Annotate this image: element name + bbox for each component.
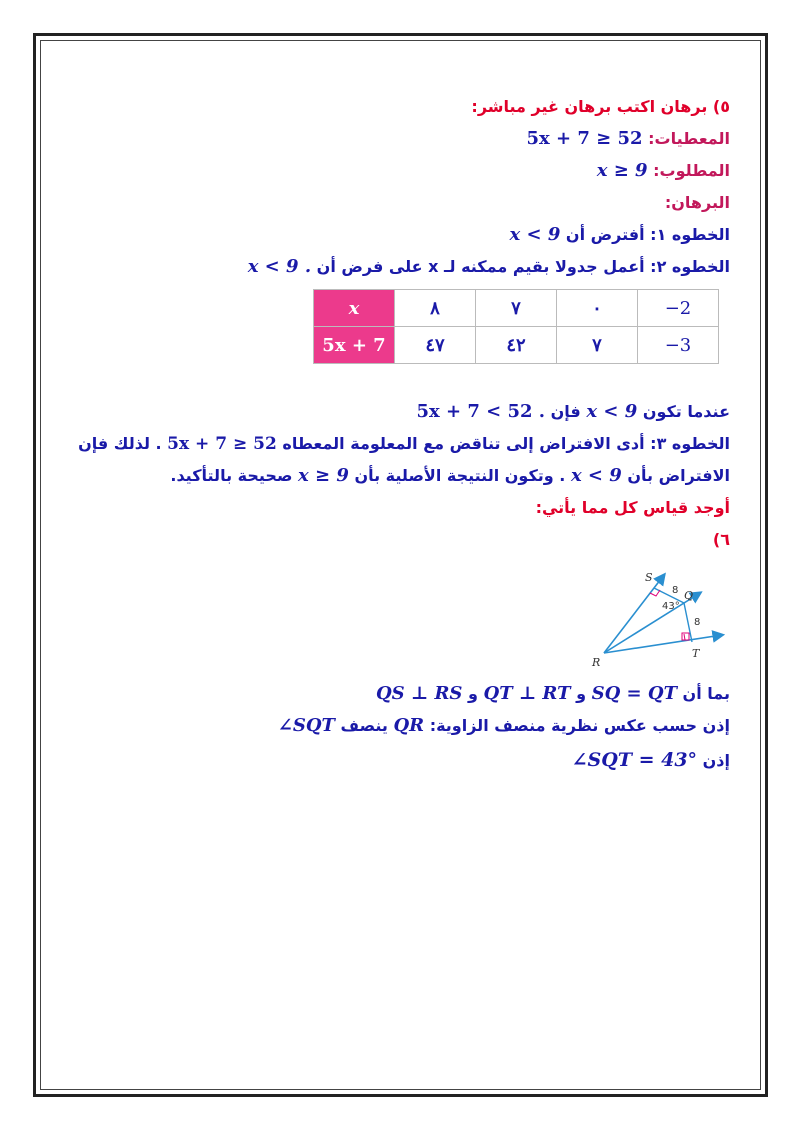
when-expression-2: 5x + 7 < 52 . (416, 401, 546, 422)
bisector-mid: ينصف (340, 716, 388, 735)
conclusion-part-b: . وتكون النتيجة الأصلية بأن (354, 466, 566, 485)
given-line (527, 127, 731, 151)
when-expression-1: x < 9 (586, 401, 638, 422)
prove-expression: x ≥ 9 (596, 160, 648, 181)
step-2-expression: x < 9 . (247, 256, 312, 277)
step-3-expression: 5x + 7 ≥ 52 (167, 434, 277, 454)
when-then: فإن (550, 402, 581, 421)
and-word-1: و (576, 684, 587, 703)
conclusion-line (170, 464, 730, 488)
conclusion-part-a: الافتراض بأن (627, 466, 730, 485)
table-cell: ٠ (557, 290, 638, 327)
final-expression: ∠SQT = 43° (571, 749, 698, 771)
table-cell: −2 (638, 290, 719, 327)
table-row-label-x: x (314, 290, 395, 327)
when-text: عندما تكون (642, 402, 730, 421)
and-word-2: و (468, 684, 478, 703)
conclusion-expression-1: x < 9 (570, 465, 622, 486)
ray-rs (604, 575, 664, 653)
problem-5-title: ٥) برهان اكتب برهان غير مباشر: (471, 97, 730, 116)
label-angle-43: 43° (662, 601, 680, 612)
when-line (416, 400, 730, 424)
table-row (314, 327, 719, 364)
angle-bisector-diagram (590, 563, 740, 673)
problem-6-number: ٦) (712, 530, 730, 549)
step-1-line (509, 223, 730, 247)
step-2-line (248, 255, 730, 279)
ray-rq (604, 593, 700, 653)
prove-label: المطلوب: (653, 161, 730, 180)
right-angle-mark-t (684, 634, 685, 640)
table-cell: −3 (638, 327, 719, 364)
step-3-tail: . لذلك فإن (78, 434, 162, 453)
label-t: T (692, 647, 700, 660)
step-1-expression: x < 9 (509, 224, 561, 245)
given-label: المعطيات: (648, 129, 730, 148)
values-table (313, 289, 719, 364)
table-cell: ٤٢ (476, 327, 557, 364)
given-expression: 5x + 7 ≥ 52 (526, 128, 643, 149)
label-r: R (592, 656, 601, 669)
segment-qt (684, 603, 692, 642)
step-3-text: الخطوه ٣: أدى الافتراض إلى تناقض مع المعلومة المعطاه (282, 434, 730, 453)
bisector-text: إذن حسب عكس نظرية منصف الزاوية: (429, 716, 730, 735)
step-1-label: الخطوه ١: أفترض أن (565, 225, 730, 244)
bisector-line (278, 714, 730, 738)
step-2-text: الخطوه ٢: أعمل جدولا بقيم ممكنه لـ x على فرض أن (316, 257, 730, 276)
prove-line (597, 159, 730, 183)
table-row (314, 290, 719, 327)
final-word: إذن (702, 751, 730, 770)
table-cell: ٨ (395, 290, 476, 327)
label-length-sq: 8 (672, 585, 679, 596)
table-cell: ٤٧ (395, 327, 476, 364)
conclusion-expression-2: x ≥ 9 (297, 465, 349, 486)
right-angle-box-t (682, 633, 689, 640)
table-cell: ٧ (557, 327, 638, 364)
label-length-qt: 8 (694, 617, 701, 628)
since-expression-2: QT ⊥ RT (483, 683, 571, 704)
label-s: S (645, 571, 653, 584)
find-title: أوجد قياس كل مما يأتي: (535, 498, 730, 517)
since-word: بما أن (682, 684, 730, 703)
bisector-expression-1: QR (393, 715, 425, 736)
ray-rt (604, 635, 722, 653)
since-expression-3: QS ⊥ RS (375, 683, 463, 704)
step-3-line (78, 432, 730, 456)
final-line (572, 748, 730, 773)
since-expression-1: SQ = QT (591, 683, 677, 704)
conclusion-part-c: صحيحة بالتأكيد. (170, 466, 293, 485)
bisector-expression-2: ∠SQT (277, 715, 335, 736)
since-line (376, 682, 730, 706)
table-cell: ٧ (476, 290, 557, 327)
proof-label: البرهان: (664, 193, 730, 212)
table-row-label-5x7: 5x + 7 (314, 327, 395, 364)
label-q: Q (684, 589, 694, 602)
